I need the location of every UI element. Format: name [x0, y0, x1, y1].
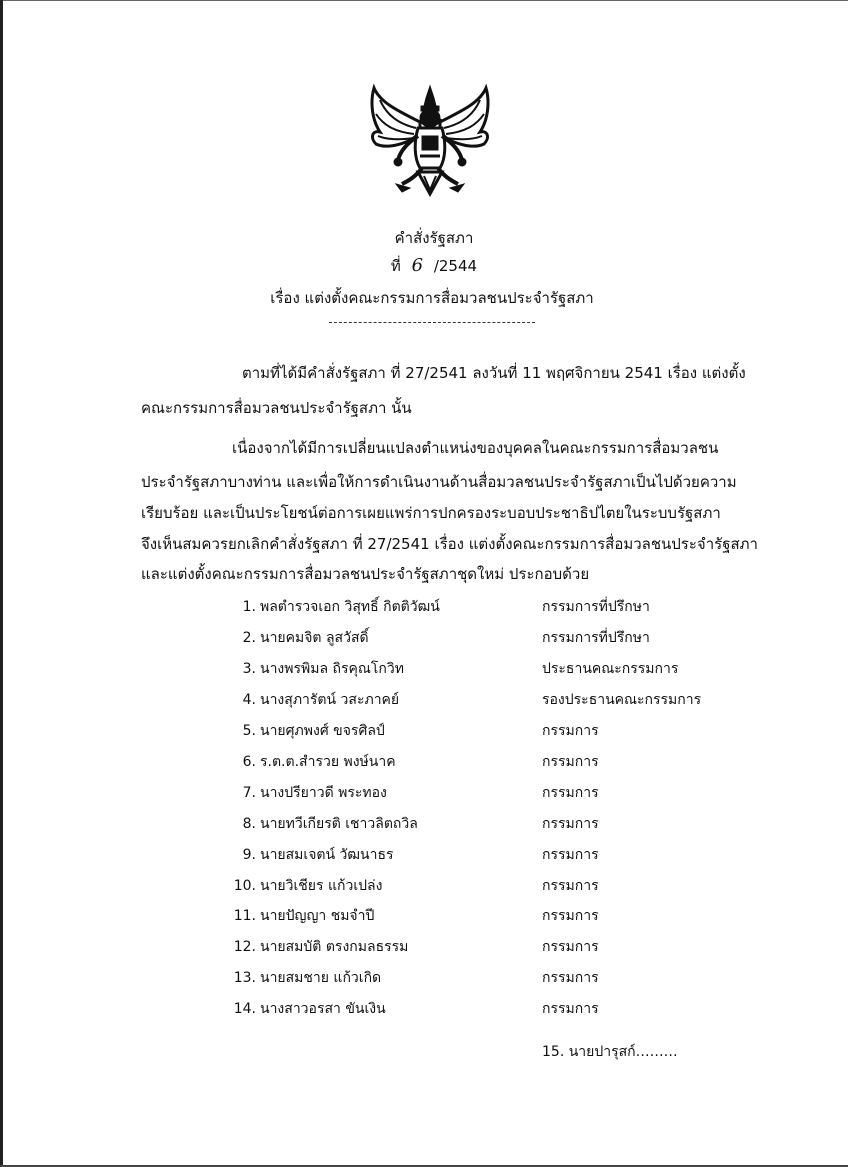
member-role: กรรมการ	[542, 970, 599, 986]
paragraph2-line4: จึงเห็นสมควรยกเลิกคำสั่งรัฐสภา ที่ 27/2541 เรื่อง แต่งตั้งคณะกรรมการสื่อมวลชนประจำรัฐสภา	[141, 535, 758, 553]
paragraph2-line2: ประจำรัฐสภาบางท่าน และเพื่อให้การดำเนินงานด้านสื่อมวลชนประจำรัฐสภาเป็นไปด้วยความ	[141, 473, 737, 491]
garuda-emblem-icon	[366, 80, 494, 200]
document-page: คำสั่งรัฐสภา ที่ 6 /2544 เรื่อง แต่งตั้งคณะกรรมการสื่อมวลชนประจำรัฐสภา ตามที่ได้มีคำสั่งรัฐสภา ที่ 27/2541 ลงวันที่ 11 พฤศจิกายน 2541 เรื่อง แต่งตั้ง คณะกรรมการสื่อมวลชนประจำรัฐสภา นั้น เนื่องจากได้มีการเปลี่ยนแปลงตำแหน่งของบุคคลในคณะกรรมการสื่อมวลชน ประจำรัฐสภาบางท่าน และเพื่อให้การดำเนินงานด้านสื่อมวลชนประจำรัฐสภาเป็นไปด้วยความ เรียบร้อย และเป็นประโยชน์ต่อการเผยแพร่การปกครองระบอบประชาธิปไตยในระบบรัฐสภา จึงเห็นสมควรยกเลิกคำสั่งรัฐสภา ที่ 27/2541 เรื่อง แต่งตั้งคณะกรรมการสื่อมวลชนประจำรัฐสภา และแต่งตั้งคณะกรรมการสื่อมวลชนประจำรัฐสภาชุดใหม่ ประกอบด้วย 1. พลตำรวจเอก วิสุทธิ์ กิตติวัฒน์ กรรมการที่ปรึกษา 2. นายคมจิต ลูสวัสดิ์ กรรมการที่ปรึกษา 3. นางพรพิมล ถิรคุณโกวิท ประธานคณะกรรมการ 4. นางสุภารัตน์ วสะภาคย์ รองประธานคณะกรรมการ 5. นายศุภพงศ์ ขจรศิลป์ กรรมการ 6. ร.ต.ต.สำรวย พงษ์นาค กรรมการ 7. นางปรียาวดี พระทอง กรรมการ 8. นายทวีเกียรติ เชาวลิตถวิล กรรมการ 9. นายสมเจตน์ วัฒนาธร กรรมการ 10. นายวิเชียร แก้วเปล่ง กรรมการ 11. นายปัญญา ชมจำปี กรรมการ 12. นายสมบัติ ตรงกมลธรรม กรรมการ 13. นายสมชาย แก้วเกิด กรรมการ 14. นางสาวอรสา ขันเงิน กรรมการ 15. นายปารุสก์………	[0, 0, 848, 1167]
member-role: ประธานคณะกรรมการ	[542, 661, 679, 677]
member-role: กรรมการ	[542, 785, 599, 801]
continuation-note: 15. นายปารุสก์………	[542, 1044, 678, 1060]
member-role: กรรมการ	[542, 939, 599, 955]
member-role: กรรมการ	[542, 908, 599, 924]
paragraph1-line1: ตามที่ได้มีคำสั่งรัฐสภา ที่ 27/2541 ลงวันที่ 11 พฤศจิกายน 2541 เรื่อง แต่งตั้ง	[242, 364, 746, 382]
document-subject: เรื่อง แต่งตั้งคณะกรรมการสื่อมวลชนประจำรัฐสภา	[270, 289, 594, 307]
document-number	[10, 256, 848, 276]
number-handwritten: 6	[411, 255, 424, 276]
member-role: รองประธานคณะกรรมการ	[542, 692, 702, 708]
member-role: กรรมการ	[542, 754, 599, 770]
scan-edge-top	[0, 0, 848, 1]
member-role: กรรมการที่ปรึกษา	[542, 630, 650, 646]
paragraph2-line3: เรียบร้อย และเป็นประโยชน์ต่อการเผยแพร่การปกครองระบอบประชาธิปไตยในระบบรัฐสภา	[141, 504, 721, 522]
member-role: กรรมการ	[542, 847, 599, 863]
paragraph1-line2: คณะกรรมการสื่อมวลชนประจำรัฐสภา นั้น	[141, 399, 412, 417]
paragraph2-line1: เนื่องจากได้มีการเปลี่ยนแปลงตำแหน่งของบุคคลในคณะกรรมการสื่อมวลชน	[232, 439, 719, 457]
number-prefix: ที่	[390, 257, 401, 275]
number-suffix: /2544	[433, 257, 478, 275]
member-role: กรรมการ	[542, 1001, 599, 1017]
member-role: กรรมการ	[542, 878, 599, 894]
member-role: กรรมการที่ปรึกษา	[542, 599, 650, 615]
paragraph2-line5: และแต่งตั้งคณะกรรมการสื่อมวลชนประจำรัฐสภาชุดใหม่ ประกอบด้วย	[141, 565, 590, 583]
document-title: คำสั่งรัฐสภา	[394, 229, 474, 247]
header-divider	[329, 322, 535, 323]
member-role: กรรมการ	[542, 816, 599, 832]
member-role: กรรมการ	[542, 723, 599, 739]
scan-edge-left	[0, 0, 3, 1167]
